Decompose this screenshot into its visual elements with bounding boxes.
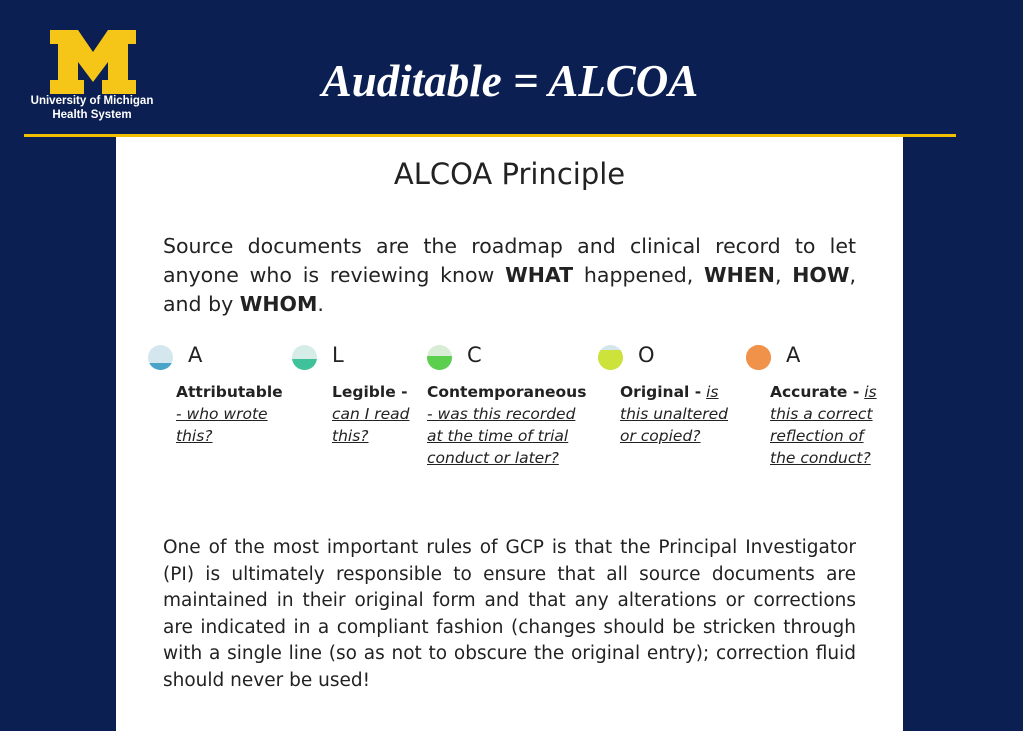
principle-question-line: conduct or later?: [427, 449, 559, 467]
principle-question-line: this a correct: [770, 405, 873, 423]
gcp-rule-paragraph: One of the most important rules of GCP is that the Principal Investigator (PI) is ultimately responsible to ensure that all source documents are maintained in their original form and that any alterations or corrections are indicated in a compliant fashion (changes should be stricken through with a single line (so as not to obscure the original entry); correction fluid should never be used!: [163, 537, 856, 691]
principle-description: [770, 381, 877, 469]
principle-question-line: or copied?: [620, 427, 701, 445]
accurate-circle-icon: [746, 345, 771, 370]
principle-letter: A: [188, 343, 203, 367]
principle-question-line: can I read: [332, 405, 410, 423]
principle-name: Attributable: [176, 383, 283, 401]
principle-name: Original -: [620, 383, 702, 401]
intro-text-3: ,: [774, 263, 793, 287]
principle-letter: C: [467, 343, 482, 367]
block-m-logo-icon: [50, 30, 136, 94]
logo-line-1: University of Michigan: [30, 95, 154, 107]
intro-bold-when: WHEN: [704, 263, 775, 287]
intro-text-4: , and by: [163, 263, 856, 316]
intro-text-2: happened,: [573, 263, 705, 287]
attributable-circle-icon: [148, 345, 173, 370]
principle-question-line: - who wrote: [176, 405, 268, 423]
intro-paragraph: [163, 232, 856, 319]
principle-description: [176, 381, 283, 447]
principle-letter: O: [638, 343, 655, 367]
intro-bold-whom: WHOM: [239, 292, 318, 316]
principle-question-line: this unaltered: [620, 405, 729, 423]
slide-title: Auditable = ALCOA: [321, 56, 699, 106]
principle-question-line: reflection of: [770, 427, 864, 445]
university-logo: [22, 30, 162, 125]
principle-question-start: is: [864, 383, 877, 401]
principle-description: [427, 381, 586, 469]
principle-letter: L: [332, 343, 344, 367]
original-circle-icon: [598, 345, 623, 370]
principle-question-line: this?: [332, 427, 369, 445]
principle-question-line: the conduct?: [770, 449, 871, 467]
intro-bold-how: HOW: [792, 263, 850, 287]
panel-heading: ALCOA Principle: [393, 157, 626, 191]
principle-description: [332, 381, 410, 447]
logo-line-2: Health System: [52, 109, 132, 121]
principle-name: Legible -: [332, 383, 408, 401]
intro-text-5: .: [317, 292, 324, 316]
principle-question-line: this?: [176, 427, 213, 445]
contemporaneous-circle-icon: [427, 345, 452, 370]
principle-name: Contemporaneous: [427, 383, 587, 401]
legible-circle-icon: [292, 345, 317, 370]
principle-question-line: at the time of trial: [427, 427, 569, 445]
intro-text-1: Source documents are the roadmap and clinical record to let anyone who is reviewing know: [163, 234, 856, 287]
principle-question-line: - was this recorded: [427, 405, 576, 423]
principle-description: [620, 381, 728, 447]
principle-letter: A: [786, 343, 801, 367]
principle-question-start: is: [706, 383, 719, 401]
logo-wordmark: [22, 94, 162, 122]
intro-bold-what: WHAT: [505, 263, 574, 287]
alcoa-panel: [116, 137, 903, 731]
principle-name: Accurate -: [770, 383, 860, 401]
